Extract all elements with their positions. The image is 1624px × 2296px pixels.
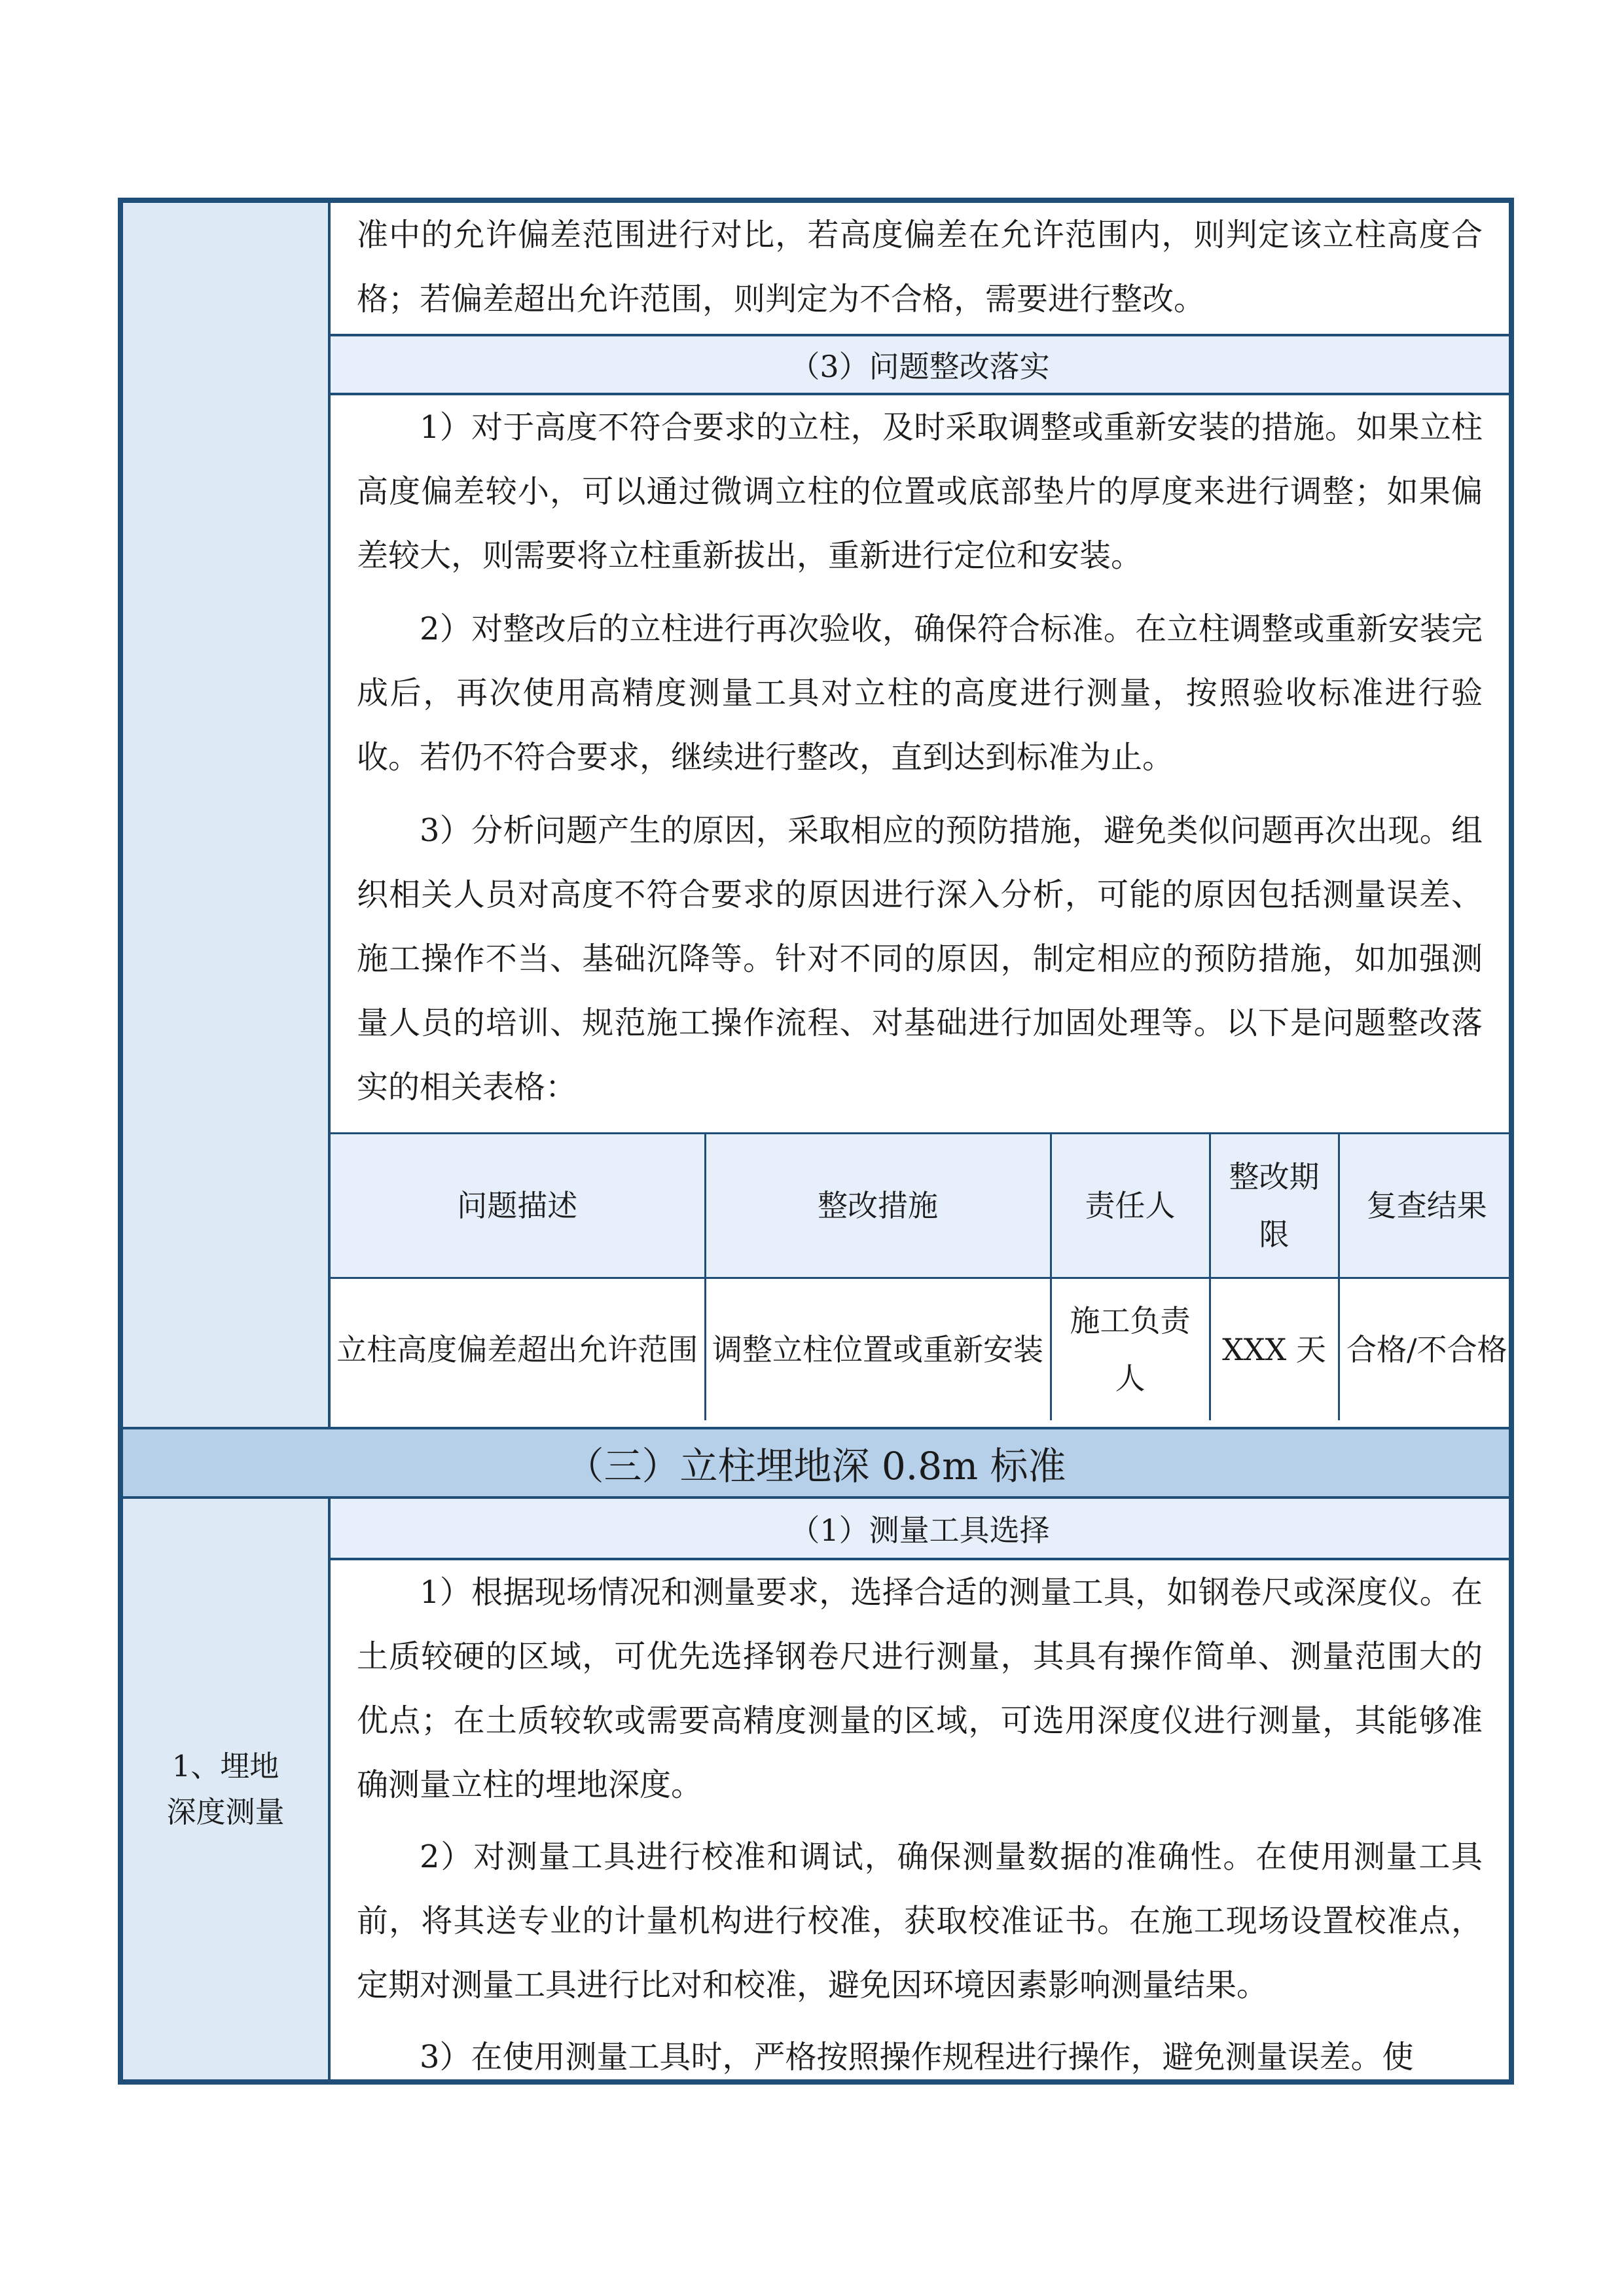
paragraph-3: 3）分析问题产生的原因，采取相应的预防措施，避免类似问题再次出现。组织相关人员对高度不符合要求的原因进行深入分析，可能的原因包括测量误差、施工操作不当、基础沉降等。针对不同的原因，制定相应的预防措施，如加强测量人员的培训、规范施工操作流程、对基础进行加固处理等。以下是问题整改落实的相关表格： xyxy=(357,812,1483,1105)
left-column-depth xyxy=(123,1499,331,2079)
header-problem: 问题描述 xyxy=(331,1134,705,1278)
paragraph-1: 1）对于高度不符合要求的立柱，及时采取调整或重新安装的措施。如果立柱高度偏差较小，可以通过微调立柱的位置或底部垫片的厚度来进行调整；如果偏差较大，则需要将立柱重新拔出，重新进行定位和安装。 xyxy=(357,409,1483,574)
section-title: （三）立柱埋地深 0.8m 标准 xyxy=(123,1427,1509,1499)
paragraph-tool-2: 2）对测量工具进行校准和调试，确保测量数据的准确性。在使用测量工具前，将其送专业的计量机构进行校准，获取校准证书。在施工现场设置校准点，定期对测量工具进行比对和校准，避免因环境因素影响测量结果。 xyxy=(357,1839,1483,2003)
content-cell-top xyxy=(331,203,1509,1427)
cell-problem: 立柱高度偏差超出允许范围 xyxy=(331,1278,705,1421)
cell-result: 合格/不合格 xyxy=(1339,1278,1509,1421)
header-result: 复查结果 xyxy=(1339,1134,1509,1278)
cell-owner: 施工负责人 xyxy=(1051,1278,1210,1421)
table-header-row xyxy=(331,1134,1509,1278)
rectification-table xyxy=(331,1132,1509,1420)
header-deadline: 整改期限 xyxy=(1210,1134,1339,1278)
content-cell-bottom xyxy=(331,1499,1509,2079)
cell-deadline: XXX 天 xyxy=(1210,1278,1339,1421)
row-label-depth-measurement: 1、埋地深度测量 xyxy=(166,1748,285,1829)
subheading-tool-selection: （1）测量工具选择 xyxy=(331,1499,1509,1560)
paragraph-tool-1: 1）根据现场情况和测量要求，选择合适的测量工具，如钢卷尺或深度仪。在土质较硬的区域，可优先选择钢卷尺进行测量，其具有操作简单、测量范围大的优点；在土质较软或需要高精度测量的区域，可选用深度仪进行测量，其能够准确测量立柱的埋地深度。 xyxy=(357,1574,1483,1803)
header-owner: 责任人 xyxy=(1051,1134,1210,1278)
table-row xyxy=(331,1278,1509,1421)
header-measure: 整改措施 xyxy=(705,1134,1051,1278)
form-table xyxy=(118,198,1514,2085)
subheading-rectification: （3）问题整改落实 xyxy=(331,334,1509,395)
paragraph-2: 2）对整改后的立柱进行再次验收，确保符合标准。在立柱调整或重新安装完成后，再次使用高精度测量工具对立柱的高度进行测量，按照验收标准进行验收。若仍不符合要求，继续进行整改，直到达到标准为止。 xyxy=(357,611,1483,776)
continuation-paragraph: 准中的允许偏差范围进行对比，若高度偏差在允许范围内，则判定该立柱高度合格；若偏差超出允许范围，则判定为不合格，需要进行整改。 xyxy=(357,217,1483,317)
cell-measure: 调整立柱位置或重新安装 xyxy=(705,1278,1051,1421)
paragraph-tool-3: 3）在使用测量工具时，严格按照操作规程进行操作，避免测量误差。使 xyxy=(420,2039,1414,2075)
left-column-continued xyxy=(123,203,331,1427)
